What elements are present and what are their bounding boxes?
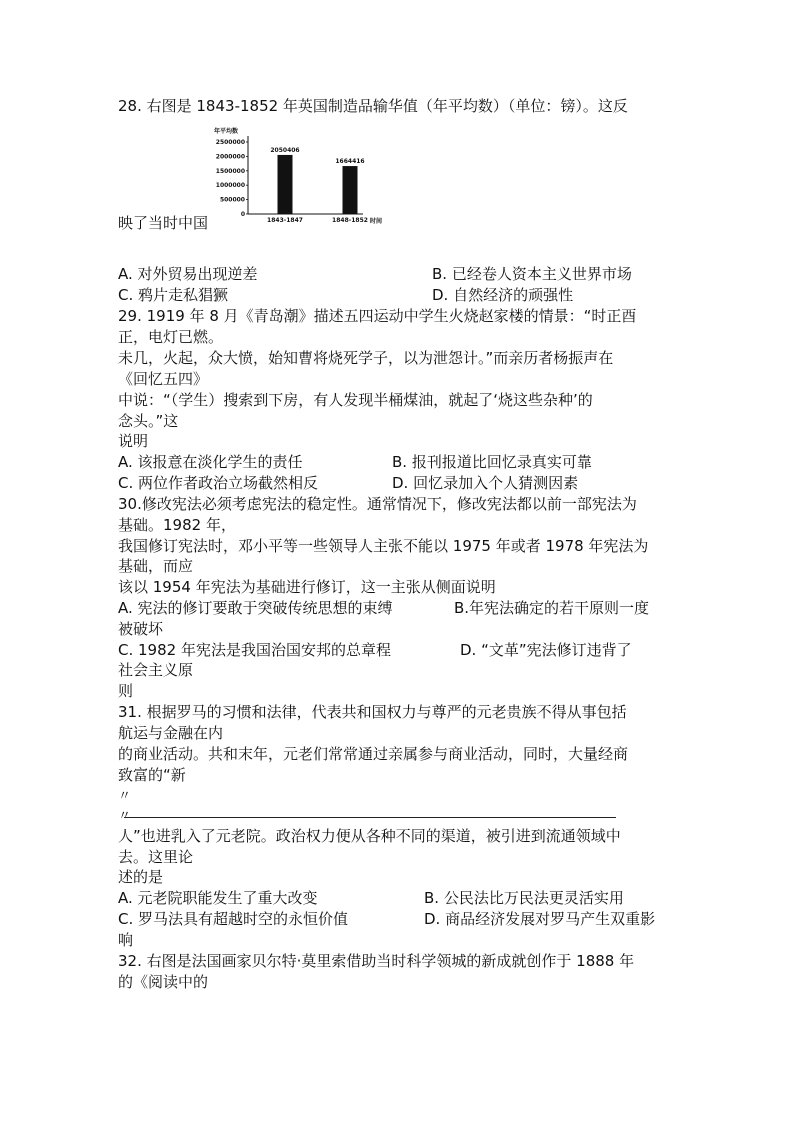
q31-option-c: C. 罗马法具有超越时空的永恒价值 <box>118 910 349 928</box>
y-tick-label: 2000000 <box>215 153 245 161</box>
bar-chart <box>208 124 398 224</box>
q31-option-d-cont: 响 <box>118 931 134 949</box>
q31-line: 述的是 <box>118 868 164 886</box>
x-category-label: 1843-1847 <box>267 217 303 224</box>
q30-option-c: C. 1982 年宪法是我国治国安邦的总章程 <box>118 641 391 659</box>
q29-line: 中说：“（学生）搜索到下房，有人发现半桶煤油，就起了‘烧这些杂种’的 <box>118 391 593 409</box>
y-tick-label: 1000000 <box>215 182 245 190</box>
q28-stem-cont: 映了当时中国 <box>118 214 209 232</box>
y-tick-label: 0 <box>240 211 245 218</box>
bar-value-label: 2050406 <box>270 146 300 154</box>
q31-line: 致富的“新 <box>118 766 186 784</box>
chart-title: 年平均数 <box>214 128 239 135</box>
q31-line: 去。这里论 <box>118 848 194 866</box>
q31-line: 的商业活动。共和末年，元老们常常通过亲属参与商业活动，同时，大量经商 <box>118 745 629 763</box>
q30-line: 该以 1954 年宪法为基础进行修订，这一主张从侧面说明 <box>118 578 496 596</box>
q30-option-d: D. “文革”宪法修订违背了 <box>460 641 632 659</box>
q32-line: 的《阅读中的 <box>118 973 209 991</box>
q31-line: 航运与金融在内 <box>118 724 224 742</box>
q29-line: 未几，火起，众大愤，始知曹将烧死学子，以为泄怨计。”而亲历者杨振声在 <box>118 349 614 367</box>
q31-mark: 〃 <box>118 809 132 824</box>
q29-line: 说明 <box>118 432 149 450</box>
bar <box>343 166 358 214</box>
q29-option-b: B. 报刊报道比回忆录真实可靠 <box>392 453 592 471</box>
q30-option-a: A. 宪法的修订要敢于突破传统思想的束缚 <box>118 599 393 617</box>
q28-option-b: B. 已经卷人资本主义世界市场 <box>432 265 632 283</box>
q29-option-a: A. 该报意在淡化学生的责任 <box>118 453 303 471</box>
divider-line <box>124 817 616 818</box>
q32-line: 32. 右图是法国画家贝尔特·莫里索借助当时科学领城的新成就创作于 1888 年 <box>118 952 635 970</box>
q29-line: 29. 1919 年 8 月《青岛潮》描述五四运动中学生火烧赵家楼的情景：“时正酉 <box>118 307 637 325</box>
q28-stem: 28. 右图是 1843-1852 年英国制造品输华值（年平均数）（单位：镑）。这反 <box>118 97 628 115</box>
q31-mark: 〃 <box>118 789 132 804</box>
q29-option-c: C. 两位作者政治立场截然相反 <box>118 474 319 492</box>
q30-option-d-cont: 社会主义原 <box>118 661 194 679</box>
q28-option-c: C. 鸦片走私猖獗 <box>118 286 229 304</box>
q28-option-a: A. 对外贸易出现逆差 <box>118 265 258 283</box>
x-axis-label: 时间 <box>370 218 383 224</box>
y-tick-label: 500000 <box>219 196 245 204</box>
q30-line: 基础，而应 <box>118 557 194 575</box>
q31-line: 人”也进乳入了元老院。政治权力便从各种不同的渠道，被引进到流通领域中 <box>118 827 621 845</box>
q30-option-d-cont2: 则 <box>118 682 134 700</box>
q28-option-d: D. 自然经济的顽强性 <box>432 286 574 304</box>
q31-option-a: A. 元老院职能发生了重大改变 <box>118 889 318 907</box>
bar-value-label: 1664416 <box>335 158 365 166</box>
q29-line: 《回忆五四》 <box>118 370 209 388</box>
q31-line: 31. 根据罗马的习惯和法律，代表共和国权力与尊严的元老贵族不得从事包括 <box>118 703 627 721</box>
q30-line: 基础。1982 年， <box>118 516 236 534</box>
y-tick-label: 2500000 <box>215 139 245 146</box>
q29-line: 念头。”这 <box>118 412 179 430</box>
q30-option-b-cont: 被破坏 <box>118 620 164 638</box>
bar <box>278 155 293 214</box>
x-category-label: 1848-1852 <box>332 217 368 224</box>
q31-option-b: B. 公民法比万民法更灵活实用 <box>424 889 624 907</box>
q29-option-d: D. 回忆录加入个人猜测因素 <box>392 474 579 492</box>
y-tick-label: 1500000 <box>215 167 245 175</box>
q31-option-d: D. 商品经济发展对罗马产生双重影 <box>424 910 656 928</box>
q30-line: 我国修订宪法时，邓小平等一些领导人主张不能以 1975 年或者 1978 年宪法为 <box>118 537 649 555</box>
q30-line: 30.修改宪法必须考虑宪法的稳定性。通常情况下，修改宪法都以前一部宪法为 <box>118 495 637 513</box>
q30-option-b: B.年宪法确定的若干原则一度 <box>454 599 650 617</box>
q29-line: 正，电灯已燃。 <box>118 328 224 346</box>
